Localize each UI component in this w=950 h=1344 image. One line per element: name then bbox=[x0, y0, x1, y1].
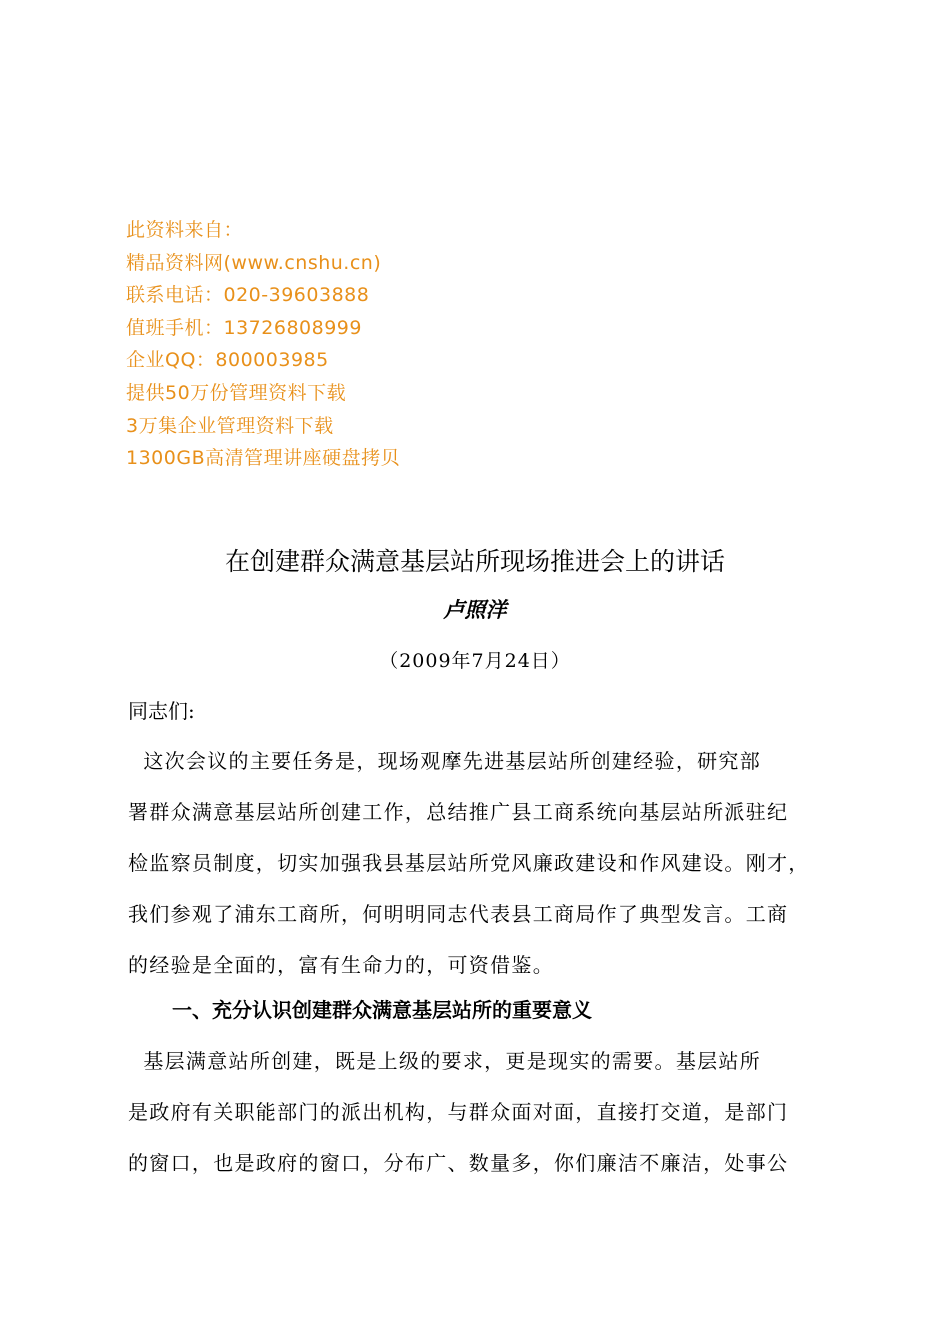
ad-line: 精品资料网(www.cnshu.cn) bbox=[126, 251, 382, 274]
ad-line: 1300GB高清管理讲座硬盘拷贝 bbox=[126, 447, 401, 470]
ad-line: 值班手机：13726808999 bbox=[126, 316, 362, 339]
ad-line: 此资料来自： bbox=[126, 219, 244, 241]
document-author: 卢照洋 bbox=[443, 597, 507, 622]
ad-line: 企业QQ：800003985 bbox=[126, 349, 329, 372]
paragraph-line: 的窗口，也是政府的窗口，分布广、数量多，你们廉洁不廉洁，处事公 bbox=[128, 1151, 789, 1175]
paragraph-1 bbox=[128, 744, 840, 999]
ad-line: 3万集企业管理资料下载 bbox=[126, 414, 334, 437]
paragraph-line: 我们参观了浦东工商所，何明明同志代表县工商局作了典型发言。工商 bbox=[128, 902, 789, 926]
paragraph-line: 这次会议的主要任务是，现场观摩先进基层站所创建经验，研究部 bbox=[128, 749, 762, 773]
paragraph-line: 检监察员制度，切实加强我县基层站所党风廉政建设和作风建设。刚才， bbox=[128, 851, 810, 875]
ad-line: 提供50万份管理资料下载 bbox=[126, 381, 347, 404]
document-date: （2009年7月24日） bbox=[379, 650, 571, 672]
salutation: 同志们: bbox=[128, 699, 195, 723]
paragraph-2 bbox=[128, 1044, 840, 1197]
paragraph-line: 基层满意站所创建，既是上级的要求，更是现实的需要。基层站所 bbox=[128, 1049, 762, 1073]
paragraph-line: 署群众满意基层站所创建工作，总结推广县工商系统向基层站所派驻纪 bbox=[128, 800, 789, 824]
paragraph-line: 的经验是全面的，富有生命力的，可资借鉴。 bbox=[128, 953, 554, 977]
paragraph-line: 是政府有关职能部门的派出机构，与群众面对面，直接打交道，是部门 bbox=[128, 1100, 789, 1124]
ad-line: 联系电话：020-39603888 bbox=[126, 284, 370, 307]
source-advertisement bbox=[126, 214, 646, 475]
document-title: 在创建群众满意基层站所现场推进会上的讲话 bbox=[224, 547, 725, 576]
section-heading: 一、充分认识创建群众满意基层站所的重要意义 bbox=[172, 998, 592, 1022]
